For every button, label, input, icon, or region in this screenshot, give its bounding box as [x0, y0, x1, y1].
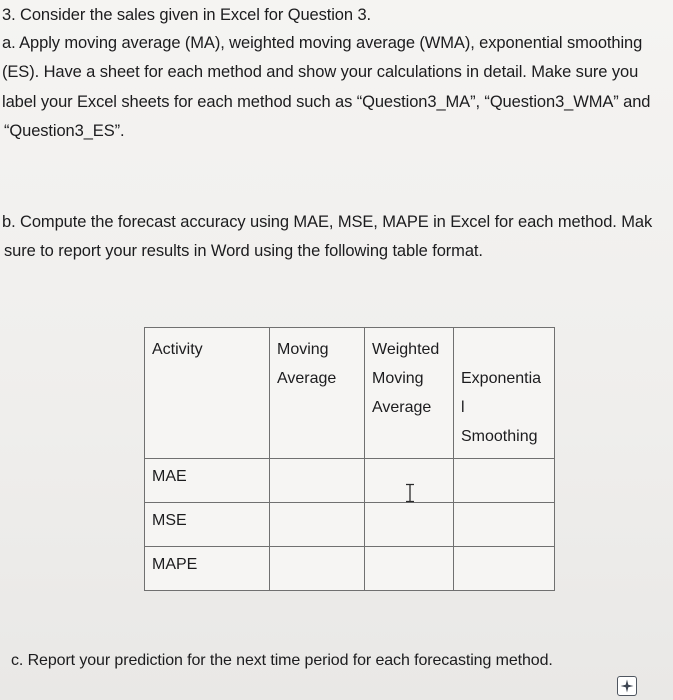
part-a-line-4: “Question3_ES”.: [4, 122, 125, 140]
table-header-row: [145, 328, 555, 459]
row-label-mae: MAE: [152, 468, 187, 485]
ma-header-line: Average: [277, 370, 337, 387]
part-b-line-2: sure to report your results in Word using the following table format.: [4, 242, 483, 260]
part-c-text: c. Report your prediction for the next time period for each forecasting method.: [11, 652, 553, 669]
es-header-line: [461, 335, 554, 364]
table-row: [145, 459, 555, 503]
question-heading: 3. Consider the sales given in Excel for Question 3.: [2, 6, 371, 24]
wma-header-line: Moving: [372, 370, 424, 387]
mse-wma-cell[interactable]: [365, 503, 454, 547]
mape-ma-cell[interactable]: [270, 547, 365, 591]
mape-wma-cell[interactable]: [365, 547, 454, 591]
text-cursor-icon: [404, 483, 416, 503]
mse-es-cell[interactable]: [454, 503, 555, 547]
part-a-line-3: label your Excel sheets for each method such as “Question3_MA”, “Question3_WMA” and: [2, 93, 651, 111]
forecast-accuracy-table: [144, 327, 555, 591]
table-row: [145, 503, 555, 547]
wma-header-line: Average: [372, 399, 432, 416]
activity-header-cell: [145, 328, 270, 459]
activity-header: Activity: [152, 341, 203, 358]
wma-header-line: Weighted: [372, 341, 440, 358]
mse-ma-cell[interactable]: [270, 503, 365, 547]
mae-es-cell[interactable]: [454, 459, 555, 503]
ma-header-line: Moving: [277, 341, 329, 358]
row-label-mse: MSE: [152, 512, 187, 529]
es-header-cell: [454, 328, 555, 459]
table-row: [145, 547, 555, 591]
es-header-line: Smoothing: [461, 428, 538, 445]
part-a-line-2: (ES). Have a sheet for each method and show your calculations in detail. Make sure you: [2, 63, 639, 81]
es-header-line: Exponentia: [461, 370, 542, 387]
es-header-line: l: [461, 399, 465, 416]
mape-es-cell[interactable]: [454, 547, 555, 591]
mae-ma-cell[interactable]: [270, 459, 365, 503]
sparkle-icon[interactable]: [617, 676, 637, 696]
row-label-mape: MAPE: [152, 556, 198, 573]
part-b-line-1: b. Compute the forecast accuracy using MAE, MSE, MAPE in Excel for each method. Mak: [2, 213, 653, 231]
wma-header-cell: [365, 328, 454, 459]
part-a-line-1: a. Apply moving average (MA), weighted moving average (WMA), exponential smoothing: [2, 34, 643, 52]
ma-header-cell: [270, 328, 365, 459]
